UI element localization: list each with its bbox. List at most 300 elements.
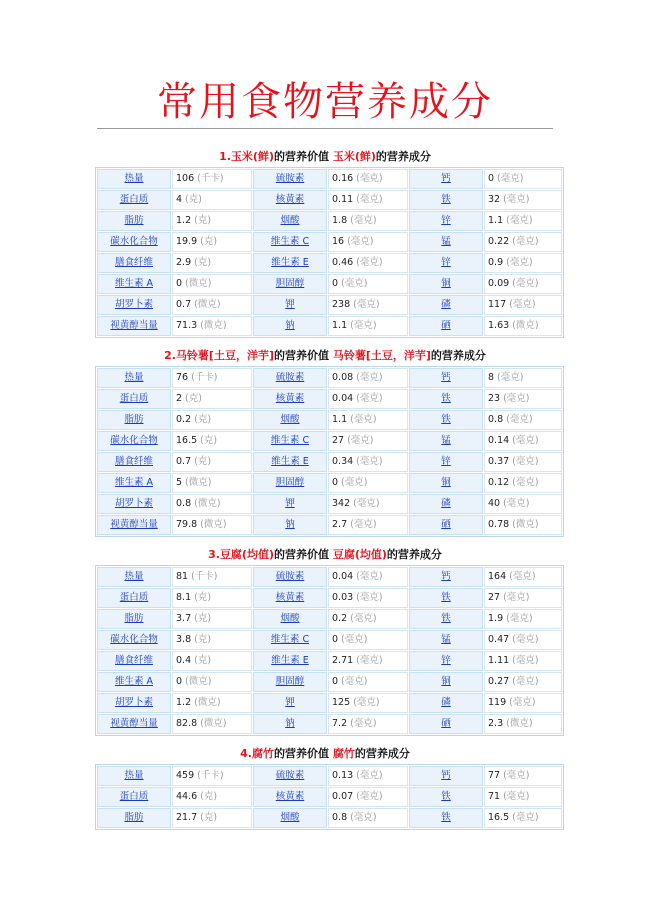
- nutrient-value: [328, 473, 408, 493]
- nutrient-link[interactable]: 胡罗卜素: [97, 693, 171, 713]
- nutrient-link[interactable]: 胡罗卜素: [97, 494, 171, 514]
- nutrient-link[interactable]: 烟酸: [253, 410, 327, 430]
- nutrient-value: [484, 389, 562, 409]
- value-unit: (毫克): [350, 613, 377, 624]
- nutrient-value: [172, 494, 252, 514]
- nutrient-value: [328, 211, 408, 231]
- nutrient-link[interactable]: 膳食纤维: [97, 651, 171, 671]
- value-number: 459: [176, 770, 195, 781]
- nutrient-value: [484, 232, 562, 252]
- nutrient-value: [172, 630, 252, 650]
- value-unit: (毫克): [512, 676, 539, 687]
- nutrient-value: [328, 431, 408, 451]
- value-number: 119: [488, 697, 507, 708]
- nutrient-link[interactable]: 胆固醇: [253, 473, 327, 493]
- nutrient-link[interactable]: 硫胺素: [253, 766, 327, 786]
- nutrient-value: [484, 567, 562, 587]
- value-number: 0.8: [176, 498, 192, 509]
- nutrient-link[interactable]: 热量: [97, 169, 171, 189]
- nutrient-value: [484, 274, 562, 294]
- value-number: 23: [488, 393, 501, 404]
- nutrient-value: [172, 672, 252, 692]
- value-unit: (克): [194, 215, 212, 226]
- value-number: 0.8: [332, 812, 348, 823]
- nutrient-value: [484, 431, 562, 451]
- value-unit: (毫克): [497, 173, 524, 184]
- value-number: 0.9: [488, 257, 504, 268]
- value-unit: (毫克): [347, 435, 374, 446]
- value-number: 0.14: [488, 435, 510, 446]
- value-unit: (克): [200, 435, 218, 446]
- value-unit: (毫克): [512, 435, 539, 446]
- value-unit: (毫克): [341, 477, 368, 488]
- value-number: 2: [176, 393, 183, 404]
- nutrient-value: [484, 190, 562, 210]
- value-number: 0.07: [332, 791, 354, 802]
- value-unit: (克): [194, 592, 212, 603]
- nutrient-link[interactable]: 铜: [409, 672, 483, 692]
- value-number: 8: [488, 372, 495, 383]
- nutrient-value: [328, 190, 408, 210]
- nutrient-link[interactable]: 膳食纤维: [97, 452, 171, 472]
- nutrient-link[interactable]: 磷: [409, 693, 483, 713]
- value-unit: (毫克): [506, 215, 533, 226]
- nutrient-value: [328, 410, 408, 430]
- value-number: 1.9: [488, 613, 504, 624]
- value-number: 32: [488, 194, 501, 205]
- nutrient-link[interactable]: 脂肪: [97, 609, 171, 629]
- nutrient-value: [484, 609, 562, 629]
- value-unit: (毫克): [512, 812, 539, 823]
- table-row: [97, 808, 562, 828]
- nutrient-link[interactable]: 核黄素: [253, 588, 327, 608]
- value-unit: (毫克): [356, 655, 383, 666]
- nutrient-value: [172, 169, 252, 189]
- value-unit: (克): [194, 414, 212, 425]
- value-unit: (毫克): [512, 634, 539, 645]
- nutrient-link[interactable]: 热量: [97, 766, 171, 786]
- nutrient-link[interactable]: 铁: [409, 808, 483, 828]
- nutrient-value: [172, 609, 252, 629]
- nutrient-value: [484, 714, 562, 734]
- value-number: 0.03: [332, 592, 354, 603]
- nutrient-link[interactable]: 铁: [409, 609, 483, 629]
- nutrient-link[interactable]: 硒: [409, 316, 483, 336]
- section-title-text: 的营养成分: [430, 349, 486, 362]
- nutrient-link[interactable]: 锰: [409, 630, 483, 650]
- value-unit: (毫克): [350, 215, 377, 226]
- nutrient-link[interactable]: 钾: [253, 295, 327, 315]
- nutrient-link[interactable]: 铁: [409, 588, 483, 608]
- value-number: 164: [488, 571, 507, 582]
- nutrient-value: [484, 253, 562, 273]
- nutrient-link[interactable]: 视黄醇当量: [97, 316, 171, 336]
- value-number: 0.78: [488, 519, 510, 530]
- value-unit: (毫克): [356, 592, 383, 603]
- table-row: [97, 494, 562, 514]
- value-unit: (毫克): [356, 791, 383, 802]
- table-row: [97, 672, 562, 692]
- section-title-text: 的营养价值: [274, 150, 329, 163]
- value-number: 44.6: [176, 791, 198, 802]
- nutrient-value: [328, 253, 408, 273]
- nutrient-value: [484, 473, 562, 493]
- nutrient-value: [172, 389, 252, 409]
- nutrient-link[interactable]: 铁: [409, 190, 483, 210]
- nutrient-value: [328, 693, 408, 713]
- nutrient-link[interactable]: 铜: [409, 274, 483, 294]
- nutrient-link[interactable]: 铁: [409, 389, 483, 409]
- section-title: [95, 150, 555, 164]
- value-number: 0.37: [488, 456, 510, 467]
- nutrient-link[interactable]: 脂肪: [97, 410, 171, 430]
- section-title-text: 的营养价值: [274, 548, 329, 561]
- nutrient-link[interactable]: 锌: [409, 211, 483, 231]
- nutrient-value: [172, 693, 252, 713]
- section-number: 1.: [219, 150, 231, 163]
- nutrient-value: [328, 368, 408, 388]
- nutrient-link[interactable]: 维生素 C: [253, 630, 327, 650]
- value-number: 0: [332, 477, 339, 488]
- value-number: 2.7: [332, 519, 348, 530]
- nutrient-link[interactable]: 脂肪: [97, 211, 171, 231]
- nutrient-link[interactable]: 钙: [409, 567, 483, 587]
- value-number: 0.47: [488, 634, 510, 645]
- nutrient-value: [328, 515, 408, 535]
- nutrient-value: [484, 766, 562, 786]
- value-number: 79.8: [176, 519, 198, 530]
- table-row: [97, 232, 562, 252]
- value-number: 2.9: [176, 257, 192, 268]
- value-number: 0.08: [332, 372, 354, 383]
- nutrient-value: [328, 316, 408, 336]
- value-number: 1.1: [332, 414, 348, 425]
- value-unit: (微克): [185, 676, 212, 687]
- nutrient-link[interactable]: 烟酸: [253, 808, 327, 828]
- nutrient-link[interactable]: 视黄醇当量: [97, 515, 171, 535]
- nutrient-link[interactable]: 蛋白质: [97, 787, 171, 807]
- value-unit: (毫克): [503, 498, 530, 509]
- page-title: 常用食物营养成分: [157, 79, 493, 125]
- section-number: 4.: [240, 747, 252, 760]
- table-row: [97, 693, 562, 713]
- nutrient-value: [328, 452, 408, 472]
- table-row: [97, 211, 562, 231]
- value-unit: (毫克): [506, 414, 533, 425]
- nutrient-value: [484, 672, 562, 692]
- nutrient-value: [172, 316, 252, 336]
- value-number: 0.04: [332, 571, 354, 582]
- value-number: 0.7: [176, 456, 192, 467]
- value-number: 0: [488, 173, 495, 184]
- value-unit: (毫克): [509, 697, 536, 708]
- nutrient-link[interactable]: 钾: [253, 693, 327, 713]
- value-number: 7.2: [332, 718, 348, 729]
- value-unit: (毫克): [503, 393, 530, 404]
- nutrient-value: [484, 693, 562, 713]
- value-number: 0.7: [176, 299, 192, 310]
- value-number: 0.09: [488, 278, 510, 289]
- nutrient-value: [172, 473, 252, 493]
- value-number: 77: [488, 770, 501, 781]
- value-number: 71: [488, 791, 501, 802]
- nutrient-link[interactable]: 热量: [97, 567, 171, 587]
- table-row: [97, 473, 562, 493]
- nutrient-link[interactable]: 维生素 C: [253, 431, 327, 451]
- nutrient-link[interactable]: 锌: [409, 253, 483, 273]
- section-number: 2.: [164, 349, 176, 362]
- food-name: 豆腐(均值): [332, 548, 387, 561]
- nutrient-value: [328, 588, 408, 608]
- section-title-text: 的营养成分: [354, 747, 410, 760]
- nutrient-link[interactable]: 膳食纤维: [97, 253, 171, 273]
- value-unit: (微克): [194, 697, 221, 708]
- nutrient-link[interactable]: 硒: [409, 714, 483, 734]
- food-name: 豆腐(均值): [219, 548, 274, 561]
- section-title-text: 的营养价值: [274, 349, 329, 362]
- value-unit: (微克): [512, 519, 539, 530]
- nutrient-link[interactable]: 维生素 A: [97, 274, 171, 294]
- nutrient-value: [484, 588, 562, 608]
- value-unit: (克): [194, 613, 212, 624]
- nutrient-value: [328, 567, 408, 587]
- nutrient-link[interactable]: 维生素 C: [253, 232, 327, 252]
- nutrient-value: [172, 295, 252, 315]
- value-number: 0: [176, 278, 183, 289]
- nutrient-value: [328, 232, 408, 252]
- table-row: [97, 787, 562, 807]
- nutrient-link[interactable]: 铁: [409, 410, 483, 430]
- value-number: 1.1: [488, 215, 504, 226]
- food-name: 腐竹: [332, 747, 355, 760]
- value-number: 4: [176, 194, 183, 205]
- table-row: [97, 389, 562, 409]
- nutrient-link[interactable]: 维生素 E: [253, 452, 327, 472]
- value-unit: (克): [200, 791, 218, 802]
- nutrient-value: [328, 609, 408, 629]
- nutrient-link[interactable]: 视黄醇当量: [97, 714, 171, 734]
- nutrient-link[interactable]: 磷: [409, 494, 483, 514]
- nutrient-link[interactable]: 钠: [253, 714, 327, 734]
- value-unit: (毫克): [341, 676, 368, 687]
- nutrient-link[interactable]: 胆固醇: [253, 672, 327, 692]
- table-row: [97, 190, 562, 210]
- value-unit: (毫克): [506, 257, 533, 268]
- nutrient-link[interactable]: 烟酸: [253, 211, 327, 231]
- nutrient-value: [484, 295, 562, 315]
- nutrition-table: [95, 764, 564, 830]
- nutrient-link[interactable]: 锌: [409, 452, 483, 472]
- value-unit: (克): [194, 257, 212, 268]
- nutrient-link[interactable]: 核黄素: [253, 389, 327, 409]
- value-unit: (千卡): [197, 173, 224, 184]
- value-unit: (毫克): [503, 592, 530, 603]
- value-number: 5: [176, 477, 183, 488]
- food-name: 腐竹: [252, 747, 274, 760]
- nutrition-table: [95, 366, 564, 537]
- value-unit: (毫克): [512, 236, 539, 247]
- value-number: 2.3: [488, 718, 504, 729]
- nutrient-value: [328, 295, 408, 315]
- nutrient-value: [172, 190, 252, 210]
- value-number: 0.04: [332, 393, 354, 404]
- value-number: 0.11: [332, 194, 354, 205]
- nutrition-table: [95, 565, 564, 736]
- nutrient-value: [328, 766, 408, 786]
- nutrient-value: [484, 515, 562, 535]
- value-unit: (毫克): [341, 634, 368, 645]
- section-title: [95, 349, 555, 363]
- title-divider: [97, 128, 553, 129]
- value-unit: (毫克): [509, 571, 536, 582]
- value-number: 3.7: [176, 613, 192, 624]
- nutrient-link[interactable]: 核黄素: [253, 190, 327, 210]
- nutrient-value: [484, 808, 562, 828]
- nutrient-link[interactable]: 碳水化合物: [97, 431, 171, 451]
- table-row: [97, 452, 562, 472]
- nutrient-link[interactable]: 碳水化合物: [97, 630, 171, 650]
- value-unit: (毫克): [356, 571, 383, 582]
- nutrient-link[interactable]: 热量: [97, 368, 171, 388]
- nutrient-link[interactable]: 铜: [409, 473, 483, 493]
- nutrient-value: [328, 651, 408, 671]
- nutrient-link[interactable]: 蛋白质: [97, 389, 171, 409]
- food-name: 玉米(鲜): [230, 150, 274, 163]
- nutrient-value: [328, 808, 408, 828]
- value-unit: (毫克): [497, 372, 524, 383]
- value-number: 0.2: [176, 414, 192, 425]
- value-number: 0: [332, 676, 339, 687]
- value-number: 1.1: [332, 320, 348, 331]
- value-unit: (毫克): [509, 299, 536, 310]
- nutrient-link[interactable]: 脂肪: [97, 808, 171, 828]
- nutrient-value: [172, 651, 252, 671]
- value-unit: (微克): [200, 519, 227, 530]
- value-number: 0.13: [332, 770, 354, 781]
- nutrient-link[interactable]: 硒: [409, 515, 483, 535]
- value-unit: (千卡): [197, 770, 224, 781]
- value-number: 21.7: [176, 812, 198, 823]
- value-number: 0: [332, 278, 339, 289]
- nutrient-value: [172, 410, 252, 430]
- value-number: 1.2: [176, 215, 192, 226]
- value-number: 117: [488, 299, 507, 310]
- value-unit: (毫克): [356, 393, 383, 404]
- value-number: 81: [176, 571, 189, 582]
- nutrient-link[interactable]: 钠: [253, 316, 327, 336]
- table-row: [97, 295, 562, 315]
- nutrient-link[interactable]: 烟酸: [253, 609, 327, 629]
- value-unit: (毫克): [350, 414, 377, 425]
- value-number: 0.8: [488, 414, 504, 425]
- nutrient-link[interactable]: 钙: [409, 169, 483, 189]
- value-number: 2.71: [332, 655, 354, 666]
- nutrient-value: [172, 211, 252, 231]
- table-row: [97, 567, 562, 587]
- nutrient-link[interactable]: 胆固醇: [253, 274, 327, 294]
- value-number: 0: [176, 676, 183, 687]
- nutrient-link[interactable]: 钙: [409, 766, 483, 786]
- nutrient-link[interactable]: 硫胺素: [253, 567, 327, 587]
- nutrient-link[interactable]: 核黄素: [253, 787, 327, 807]
- nutrient-link[interactable]: 硫胺素: [253, 368, 327, 388]
- value-unit: (千卡): [191, 372, 218, 383]
- value-unit: (毫克): [356, 194, 383, 205]
- nutrient-link[interactable]: 碳水化合物: [97, 232, 171, 252]
- value-number: 71.3: [176, 320, 198, 331]
- value-unit: (毫克): [341, 278, 368, 289]
- value-number: 1.63: [488, 320, 510, 331]
- nutrient-link[interactable]: 钠: [253, 515, 327, 535]
- value-unit: (微克): [194, 299, 221, 310]
- value-number: 0.12: [488, 477, 510, 488]
- value-number: 40: [488, 498, 501, 509]
- nutrient-value: [172, 368, 252, 388]
- value-number: 3.8: [176, 634, 192, 645]
- nutrient-value: [484, 410, 562, 430]
- nutrient-link[interactable]: 维生素 A: [97, 473, 171, 493]
- nutrient-link[interactable]: 锰: [409, 431, 483, 451]
- nutrient-value: [328, 714, 408, 734]
- nutrient-link[interactable]: 钾: [253, 494, 327, 514]
- nutrient-value: [484, 169, 562, 189]
- section-title-text: 的营养成分: [375, 150, 431, 163]
- nutrient-value: [172, 232, 252, 252]
- nutrient-value: [328, 630, 408, 650]
- nutrient-link[interactable]: 锌: [409, 651, 483, 671]
- value-unit: (微克): [185, 477, 212, 488]
- section-title: [95, 548, 555, 562]
- nutrient-link[interactable]: 磷: [409, 295, 483, 315]
- value-unit: (毫克): [356, 173, 383, 184]
- value-number: 0.46: [332, 257, 354, 268]
- value-number: 8.1: [176, 592, 192, 603]
- value-unit: (毫克): [350, 519, 377, 530]
- value-number: 19.9: [176, 236, 198, 247]
- value-unit: (毫克): [503, 194, 530, 205]
- value-number: 125: [332, 697, 351, 708]
- nutrient-value: [484, 211, 562, 231]
- value-number: 27: [488, 592, 501, 603]
- value-number: 0.4: [176, 655, 192, 666]
- value-number: 0.22: [488, 236, 510, 247]
- nutrient-link[interactable]: 铁: [409, 787, 483, 807]
- nutrient-link[interactable]: 蛋白质: [97, 190, 171, 210]
- nutrient-link[interactable]: 维生素 A: [97, 672, 171, 692]
- nutrient-link[interactable]: 维生素 E: [253, 651, 327, 671]
- nutrient-value: [172, 567, 252, 587]
- table-row: [97, 169, 562, 189]
- nutrient-link[interactable]: 硫胺素: [253, 169, 327, 189]
- value-unit: (克): [194, 634, 212, 645]
- nutrient-link[interactable]: 锰: [409, 232, 483, 252]
- value-unit: (克): [200, 236, 218, 247]
- nutrient-link[interactable]: 维生素 E: [253, 253, 327, 273]
- nutrient-link[interactable]: 胡罗卜素: [97, 295, 171, 315]
- nutrient-link[interactable]: 蛋白质: [97, 588, 171, 608]
- value-unit: (毫克): [350, 718, 377, 729]
- table-row: [97, 515, 562, 535]
- nutrient-value: [172, 588, 252, 608]
- nutrient-link[interactable]: 钙: [409, 368, 483, 388]
- food-name: 马铃薯[土豆，洋芋]: [332, 349, 431, 362]
- nutrient-value: [328, 389, 408, 409]
- value-unit: (毫克): [356, 257, 383, 268]
- value-number: 0: [332, 634, 339, 645]
- value-number: 0.34: [332, 456, 354, 467]
- value-unit: (毫克): [353, 498, 380, 509]
- value-number: 76: [176, 372, 189, 383]
